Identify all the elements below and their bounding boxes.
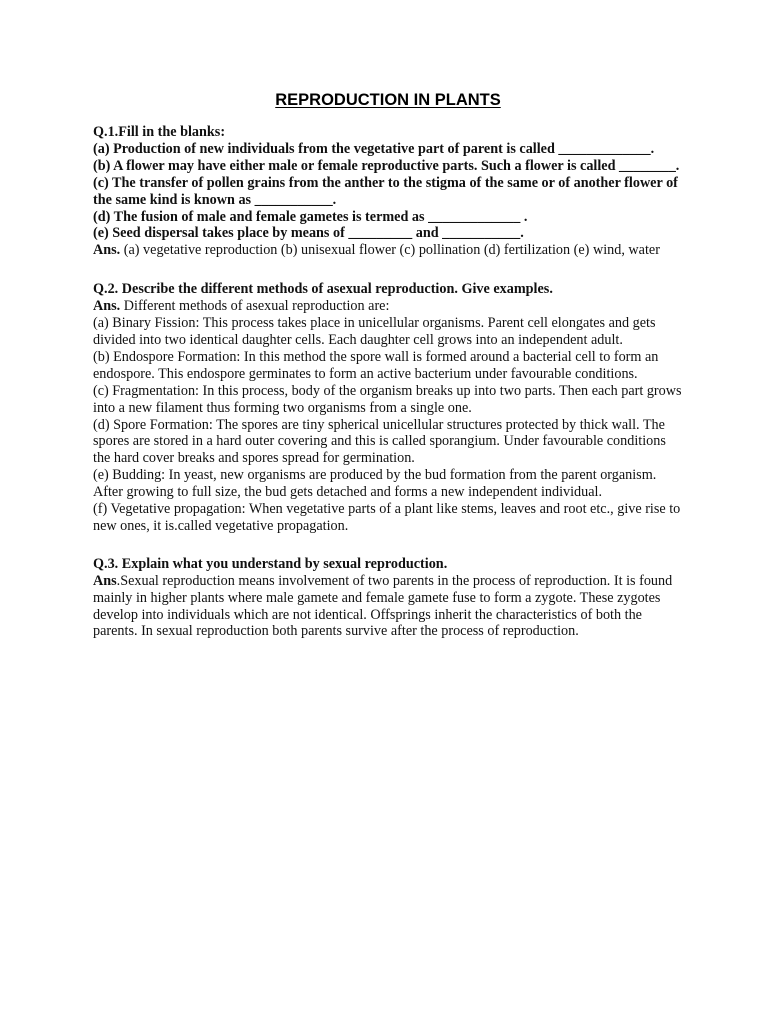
q2-answer	[93, 298, 683, 315]
q2-answer-text: Different methods of asexual reproduction are:	[120, 298, 390, 315]
q1-heading: Q.1.Fill in the blanks:	[93, 124, 226, 140]
q1-answer-label: Ans.	[93, 242, 121, 259]
question-1	[93, 124, 683, 259]
question-2	[93, 281, 683, 535]
q3-answer	[93, 573, 683, 641]
q2-method-endospore-formation: (b) Endospore Formation: In this method the spore wall is formed around a bacterial cell to form an endospore. This endospore germinates to form an active bacterium under favourable conditions.	[93, 348, 659, 382]
page-title: REPRODUCTION IN PLANTS	[275, 91, 501, 109]
q2-method-binary-fission: (a) Binary Fission: This process takes place in unicellular organisms. Parent cell elongates and gets divided into two identical daughter cells. Each daughter cell grows into an independent adult.	[93, 315, 656, 348]
q3-answer-label: Ans	[93, 572, 117, 589]
q1-blank-d: (d) The fusion of male and female gametes is termed as _____________ .	[93, 208, 528, 225]
question-3	[93, 556, 683, 641]
q3-answer-text: .Sexual reproduction means involvement of two parents in the process of reproduction. It is found mainly in higher plants where male gamete and female gamete fuse to form a zygote. These zygotes develop into individuals which are not identical. Offsprings inherit the characteristics of both the parents. In sexual reproduction both parents survive after the process of reproduction.	[93, 572, 673, 640]
q3-heading: Q.3. Explain what you understand by sexual reproduction.	[93, 555, 448, 572]
q1-answer	[93, 242, 683, 259]
q2-method-vegetative-propagation: (f) Vegetative propagation: When vegetative parts of a plant like stems, leaves and root etc., give rise to new ones, it is.called vegetative propagation.	[93, 501, 681, 534]
q2-heading: Q.2. Describe the different methods of asexual reproduction. Give examples.	[93, 281, 553, 298]
q1-blank-e: (e) Seed dispersal takes place by means of _________ and ___________.	[93, 225, 524, 242]
document-page	[93, 0, 683, 640]
q2-answer-label: Ans.	[93, 298, 121, 315]
q1-blank-b: (b) A flower may have either male or female reproductive parts. Such a flower is called ________.	[93, 157, 680, 174]
q2-method-budding: (e) Budding: In yeast, new organisms are produced by the bud formation from the parent organism. After growing to full size, the bud gets detached and forms a new independent individual.	[93, 467, 657, 501]
q1-blank-c: (c) The transfer of pollen grains from the anther to the stigma of the same or of another flower of the same kind is known as ___________.	[93, 174, 678, 208]
q2-method-spore-formation: (d) Spore Formation: The spores are tiny spherical unicellular structures protected by thick wall. The spores are stored in a hard outer covering and this is called sporangium. Under favourable conditions the hard cover breaks and spores spread for germination.	[93, 416, 666, 467]
q1-blank-a: (a) Production of new individuals from the vegetative part of parent is called _____________.	[93, 140, 655, 157]
q2-method-fragmentation: (c) Fragmentation: In this process, body of the organism breaks up into two parts. Then each part grows into a new filament thus forming two organisms from a single one.	[93, 382, 682, 416]
q1-answer-text: (a) vegetative reproduction (b) unisexual flower (c) pollination (d) fertilization (e) wind, water	[120, 242, 660, 259]
